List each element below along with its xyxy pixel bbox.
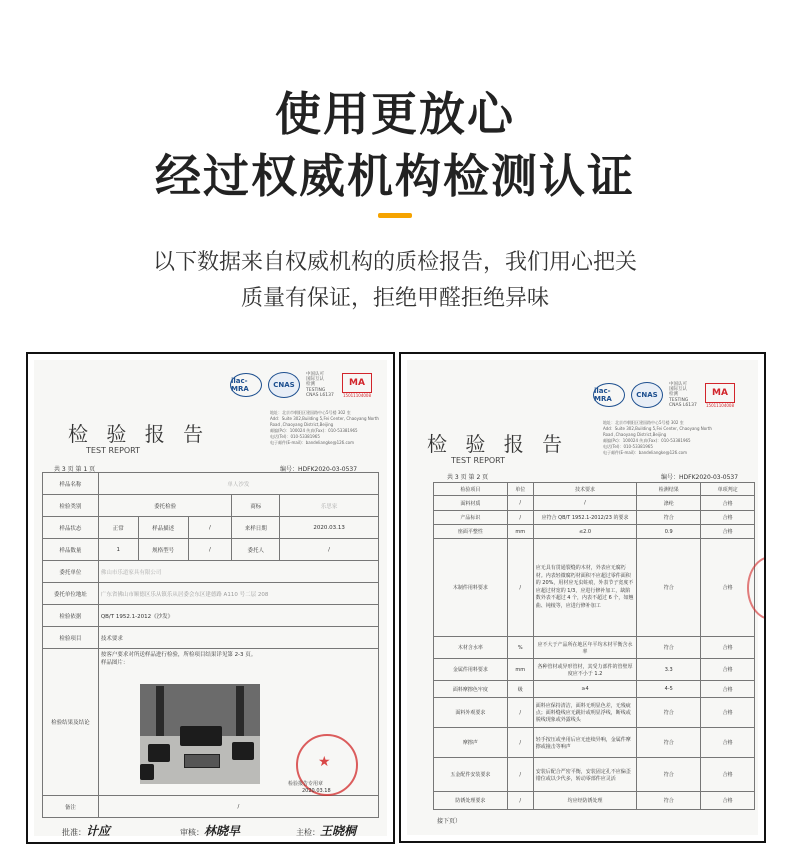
- report-title-en: TEST REPORT: [86, 446, 141, 455]
- test-report-page-2: [399, 352, 766, 843]
- certification-logos: [230, 372, 372, 398]
- headline-line1: 使用更放心: [275, 87, 515, 141]
- cma-number: 15011104008: [343, 392, 371, 398]
- cnas-icon: CNAS: [268, 372, 300, 398]
- accent-bar: [378, 213, 412, 218]
- accreditation-text: 中国认可 国际互认 检测 TESTING CNAS L6137: [669, 382, 697, 408]
- report-title: 检 验 报 告: [68, 422, 210, 446]
- table-row: 木制件用料要求 / 应无具有贯通裂缝的木材，外表应无腐朽材。内表轻微腐朽材面积不应超过零件面积的 20%，用材应无虫蛀痕，外表节子宽度不应超过材宽的 1/3，应进行修补加工，缺陷数外表不超过 4 个，内表不超过 6 个，如翘曲、钝棱等，应进行修补加工 符合 合格: [434, 539, 755, 637]
- result-text: 按客户要求对所送样品进行检验，所检项目结果详见第 2-3 页。: [100, 652, 257, 658]
- seal-date: 2020.03.18: [302, 788, 331, 794]
- table-header-row: 检验项目 单位 技术要求 检测结果 单项判定: [434, 483, 755, 496]
- table-row: 委托单位地址 广东省佛山市顺德区乐从镇乐从居委会东区建德路 A110 号二层 208: [43, 583, 379, 605]
- subtitle-line2: 质量有保证，拒绝甲醛拒绝异味: [240, 286, 549, 311]
- page-indicator: 共 3 页 第 1 页: [54, 466, 96, 473]
- table-row: 检验项目 技术要求: [43, 627, 379, 649]
- approver-signature: 批准：计应: [62, 824, 111, 838]
- table-row: 检验结果及结论 按客户要求对所送样品进行检验，所检项目结果详见第 2-3 页。 样品图片：: [43, 649, 379, 796]
- report-paper: [34, 360, 387, 836]
- report-title-en: TEST REPORT: [451, 456, 506, 465]
- report-number: 编号：HDFK2020-03-0537: [661, 474, 739, 481]
- continued-note: 接下页）: [437, 818, 462, 825]
- report-paper: [407, 360, 758, 835]
- table-row: 面料材质 / / 涤纶 合格: [434, 496, 755, 511]
- table-row: 样品状态 正常 样品描述 / 来样日期 2020.03.13: [43, 517, 379, 539]
- table-row: 面料外观要求 / 面料应保持清洁，面料无明显色差，无残疵点；面料缝线应无跳针或明显浮线，断线或脱线现象或外露线头 符合 合格: [434, 698, 755, 728]
- report-title: 检 验 报 告: [427, 432, 569, 456]
- table-row: 检验依据 QB/T 1952.1-2012《沙发》: [43, 605, 379, 627]
- table-row: 备注 /: [43, 796, 379, 818]
- sample-image-label: 样品图片：: [100, 660, 129, 666]
- table-row: 金属件用料要求 mm 各种管材或异形管材，其受力部件的管壁厚度应不小于 1.2 3.3 合格: [434, 659, 755, 681]
- cma-number: 15011104008: [706, 402, 734, 408]
- accreditation-text: 中国认可 国际互认 检测 TESTING CNAS L6137: [306, 372, 334, 398]
- sofa-sample-photo: [140, 684, 260, 784]
- table-row: 样品名称 单人沙发: [43, 473, 379, 495]
- table-row: 委托单位 佛山市乐道家具有限公司: [43, 561, 379, 583]
- table-row: 摩擦声 / 轻手按压或坐用后应无连续异响，金属件摩擦或撞击等响声 符合 合格: [434, 728, 755, 758]
- table-row: 面料摩擦色牢度 级 ≥4 4-5 合格: [434, 681, 755, 698]
- reviewer-signature: 审核：林晓早: [180, 824, 241, 838]
- test-report-page-1: [26, 352, 395, 844]
- table-row: 座面平整性 mm ≤2.0 0.9 合格: [434, 525, 755, 539]
- table-row: 产品标识 / 应符合 QB/T 1952.1-2012/23 的要求 符合 合格: [434, 511, 755, 525]
- table-row: 防锈处理要求 / 均应经防锈处理 符合 合格: [434, 792, 755, 810]
- certification-logos: [593, 382, 735, 408]
- cma-icon: MA: [342, 373, 372, 393]
- cma-icon: MA: [705, 383, 735, 403]
- report-number: 编号：HDFK2020-03-0537: [280, 466, 358, 473]
- table-row: 木材含水率 % 应不大于产品所在地区年平均木材平衡含水率 符合 合格: [434, 637, 755, 659]
- page-indicator: 共 3 页 第 2 页: [447, 474, 489, 481]
- seal-label: 检验报告专用章: [288, 781, 324, 787]
- table-row: 五金配件安装要求 / 安装后配合严密平衡，安装固定孔不应偏歪错位或以少代多，转动零部件应灵活 符合 合格: [434, 758, 755, 792]
- test-results-table: [433, 482, 755, 810]
- table-row: 检验类别 委托检验 商标 乐思家: [43, 495, 379, 517]
- headline-line2: 经过权威机构检测认证: [155, 149, 635, 203]
- table-row: 样品数量 1 规格型号 / 委托人 /: [43, 539, 379, 561]
- lab-address: 地址：北京市朝阳区建国路中心5号楼 302 室 Add：Suite 302,Building 5,Fei Center, Chaoyang North Road ,Chaoyang District,Beijing 邮编(Pc)：100024 传真(Fax)：010-53381965 电话(Tel)：010-53381965 电子邮件(E-mail)：bandeliangke@126.com: [603, 420, 712, 455]
- subtitle-line1: 以下数据来自权威机构的质检报告，我们用心把关: [152, 250, 637, 275]
- chief-inspector-signature: 主检：王晓桐: [296, 824, 357, 838]
- ilac-icon: ilac-MRA: [593, 383, 625, 407]
- ilac-icon: ilac-MRA: [230, 373, 262, 397]
- cnas-icon: CNAS: [631, 382, 663, 408]
- seal-star-icon: ★: [318, 754, 331, 770]
- lab-address: 地址：北京市朝阳区建国路中心5号楼 302 室 Add：Suite 302,Building 5,Fei Center, Chaoyang North Road ,Chaoyang District,Beijing 邮编(Pc)：100024 传真(Fax)：010-53381965 电话(Tel)：010-53381965 电子邮件(E-mail)：bandeliangke@126.com: [270, 410, 379, 445]
